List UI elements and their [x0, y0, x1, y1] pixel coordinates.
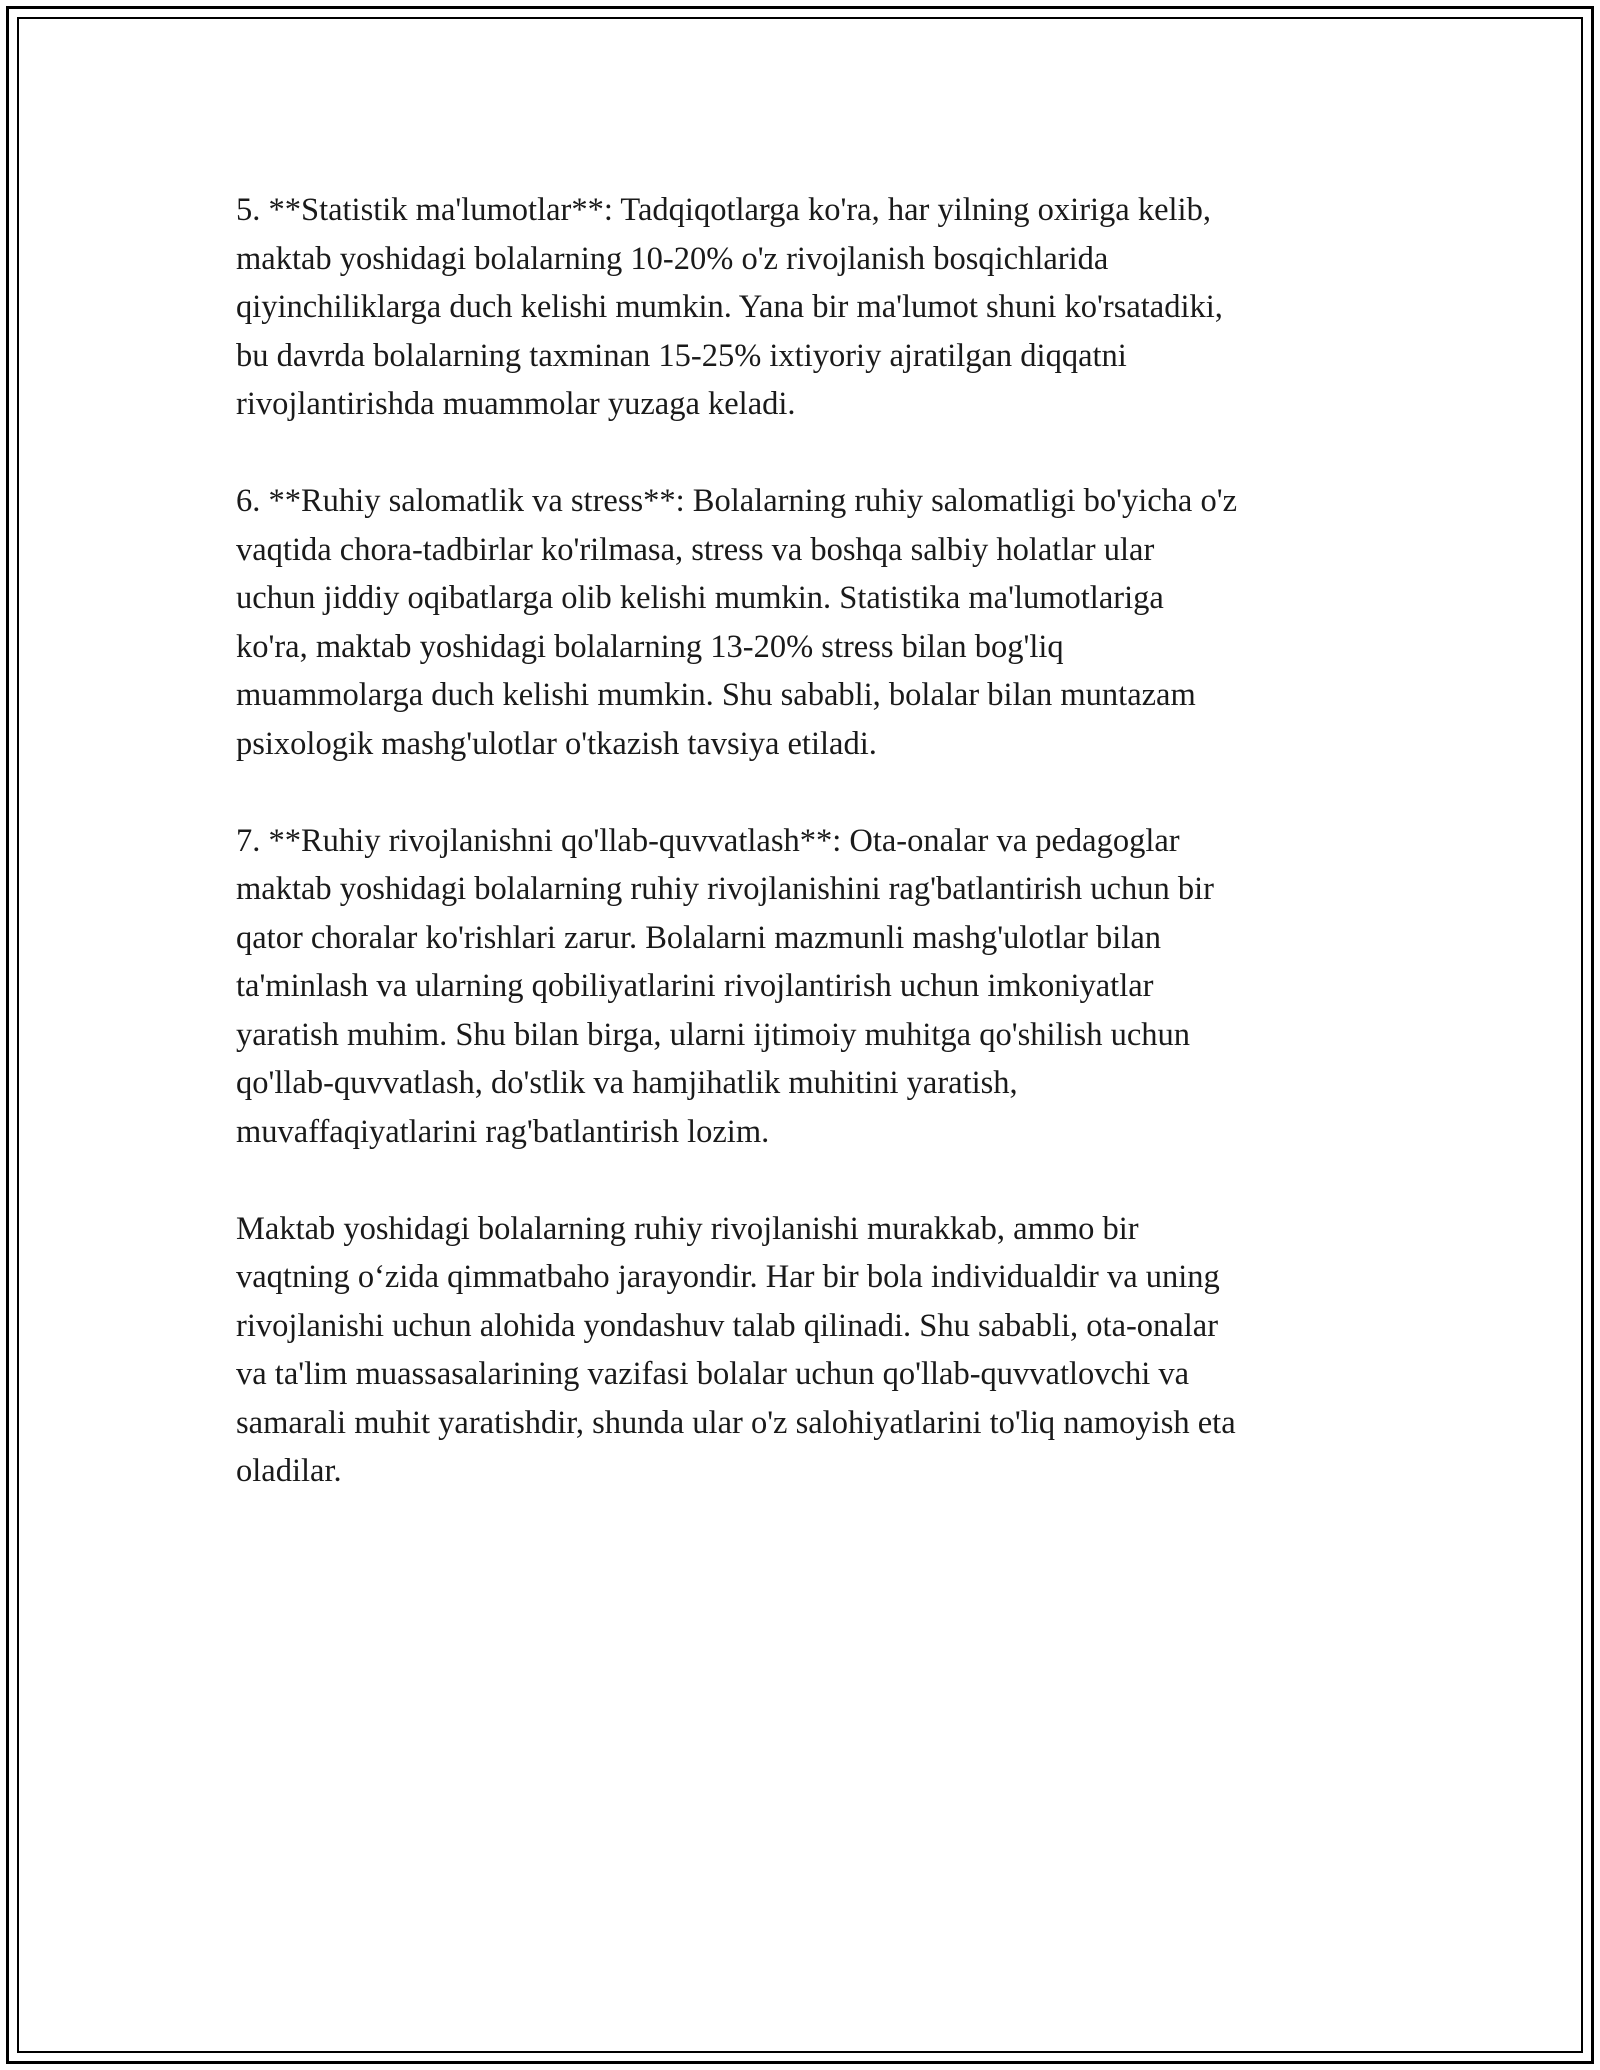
- paragraph-development-support: 7. **Ruhiy rivojlanishni qo'llab-quvvatlash**: Ota-onalar va pedagoglar maktab yoshidagi bolalarning ruhiy rivojlanishini rag'batlantirish uchun bir qator choralar ko'rishlari zarur. Bolalarni mazmunli mashg'ulotlar bilan ta'minlash va ularning qobiliyatlarini rivojlantirish uchun imkoniyatlar yaratish muhim. Shu bilan birga, ularni ijtimoiy muhitga qo'shilish uchun qo'llab-quvvatlash, do'stlik va hamjihatlik muhitini yaratish, muvaffaqiyatlarini rag'batlantirish lozim.: [236, 822, 1214, 1150]
- paragraph-conclusion: Maktab yoshidagi bolalarning ruhiy rivojlanishi murakkab, ammo bir vaqtning o‘zida qimmatbaho jarayondir. Har bir bola individualdir va uning rivojlanishi uchun alohida yondashuv talab qilinadi. Shu sababli, ota-onalar va ta'lim muassasalarining vazifasi bolalar uchun qo'llab-quvvatlovchi va samarali muhit yaratishdir, shunda ular o'z salohiyatlarini to'liq namoyish eta oladilar.: [236, 1210, 1236, 1489]
- paragraph-statistics: 5. **Statistik ma'lumotlar**: Tadqiqotlarga ko'ra, har yilning oxiriga kelib, maktab yoshidagi bolalarning 10-20% o'z rivojlanish bosqichlarida qiyinchiliklarga duch kelishi mumkin. Yana bir ma'lumot shuni ko'rsatadiki, bu davrda bolalarning taxminan 15-25% ixtiyoriy ajratilgan diqqatni rivojlantirishda muammolar yuzaga keladi.: [236, 192, 1223, 422]
- document-body: [236, 186, 1376, 1496]
- paragraph-mental-health-stress: 6. **Ruhiy salomatlik va stress**: Bolalarning ruhiy salomatligi bo'yicha o'z vaqtida chora-tadbirlar ko'rilmasa, stress va boshqa salbiy holatlar ular uchun jiddiy oqibatlarga olib kelishi mumkin. Statistika ma'lumotlariga ko'ra, maktab yoshidagi bolalarning 13-20% stress bilan bog'liq muammolarga duch kelishi mumkin. Shu sababli, bolalar bilan muntazam psixologik mashg'ulotlar o'tkazish tavsiya etiladi.: [236, 483, 1238, 762]
